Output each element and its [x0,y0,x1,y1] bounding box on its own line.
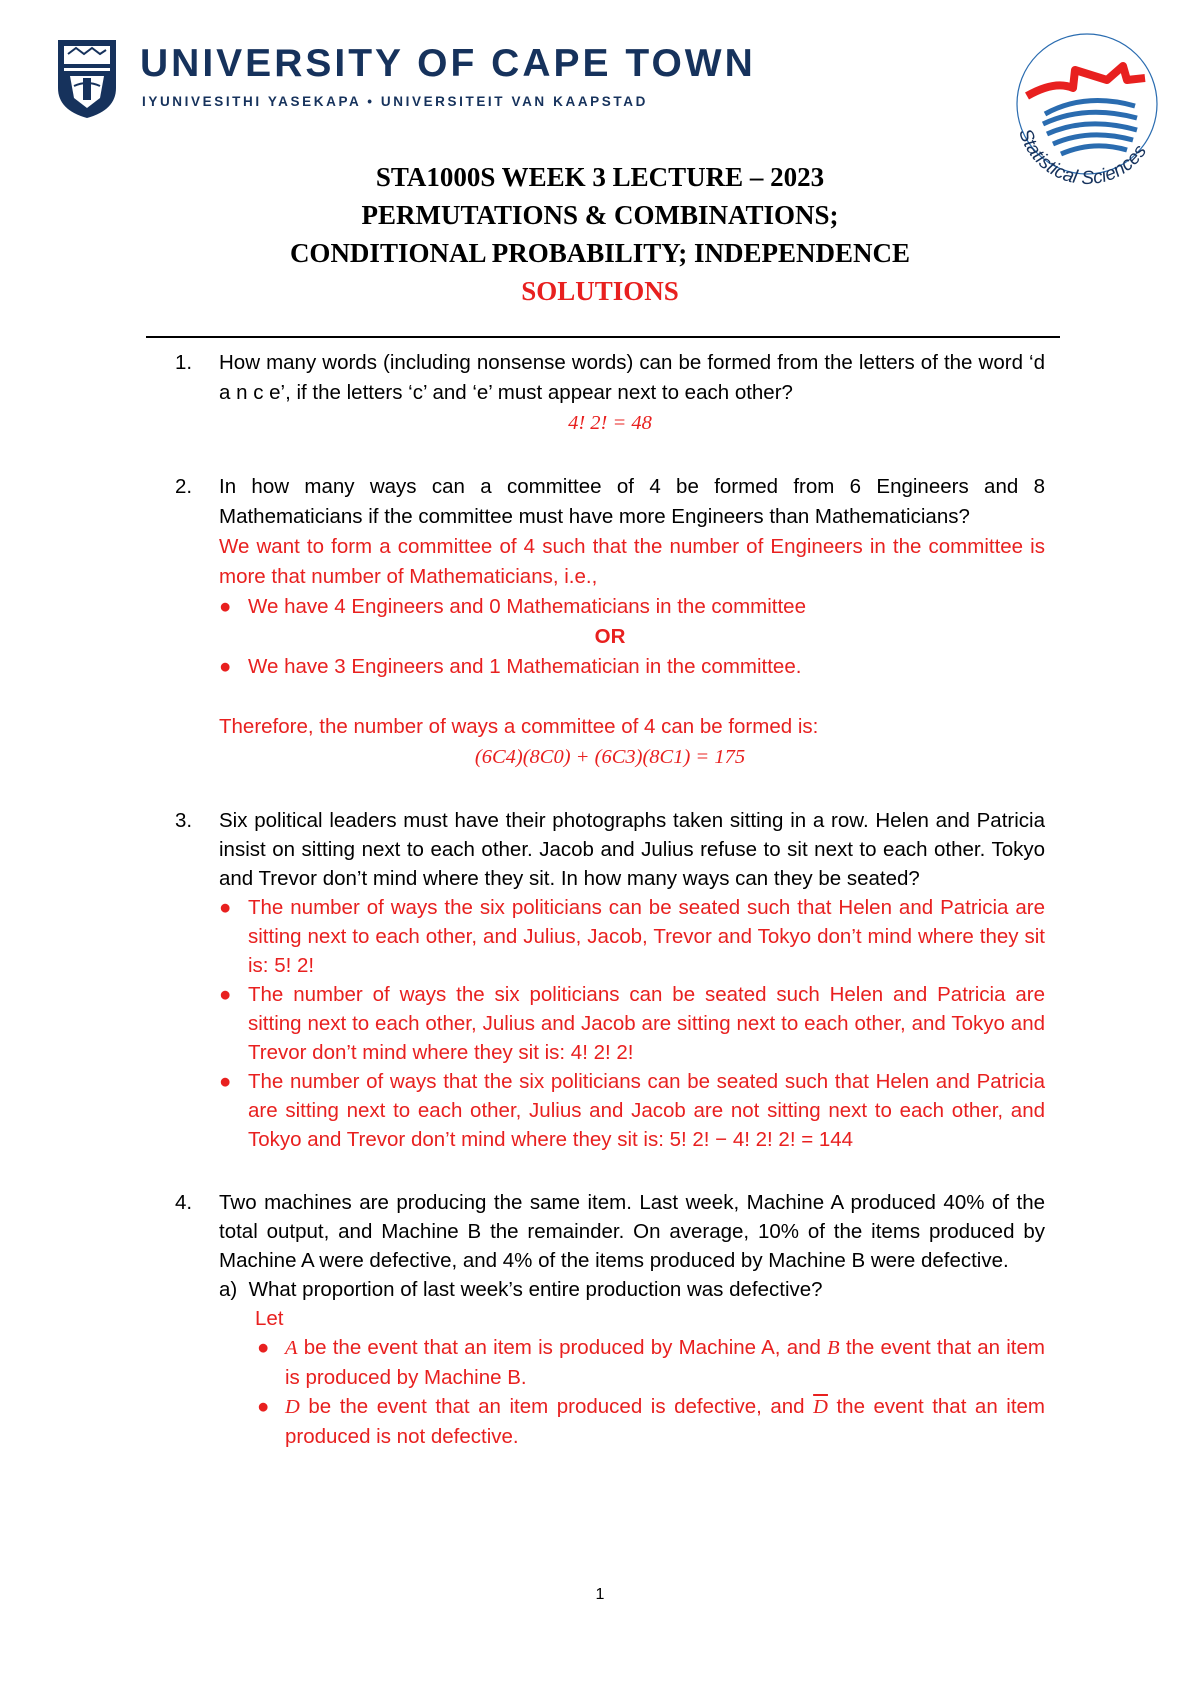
bullet-icon: ● [257,1395,270,1418]
answer-2-or: OR [594,625,626,648]
answer-3-bullet-3: ● The number of ways that the six politicians can be seated such that Helen and Patricia are sitting next to each other, Julius and Jacob are not sitting next to each other, and Tokyo and Trevor don’t mind where they sit is: 5! 2! − 4! 2! 2! = 144 [175,1067,1045,1154]
document-title [100,158,1100,310]
title-line-2: PERMUTATIONS & COMBINATIONS; [361,200,839,230]
document-body [175,348,1045,1451]
question-text: In how many ways can a committee of 4 be formed from 6 Engineers and 8 Mathematicians if the committee must have more Engineers than Mathematicians? [219,475,1045,528]
page-number: 1 [595,1586,605,1603]
answer-4-let: Let [255,1307,284,1330]
question-text: Two machines are producing the same item. Last week, Machine A produced 40% of the total output, and Machine B the remainder. On average, 10% of the items produced by Machine A were defective, and 4% of the items produced by Machine B were defective. [219,1191,1045,1272]
question-number: 1. [175,351,193,374]
question-2 [175,472,1045,532]
university-subtitle: IYUNIVESITHI YASEKAPA • UNIVERSITEIT VAN KAAPSTAD [142,94,648,109]
question-3 [175,806,1045,893]
answer-2-bullet-2: ● We have 3 Engineers and 1 Mathematician in the committee. [175,652,1045,682]
answer-2-therefore: Therefore, the number of ways a committee of 4 can be formed is: [219,715,819,738]
question-1 [175,348,1045,408]
answer-2-bullet-1: ● We have 4 Engineers and 0 Mathematicians in the committee [175,592,1045,622]
part-text: What proportion of last week’s entire production was defective? [248,1278,823,1301]
answer-2-formula: (6C4)(8C0) + (6C3)(8C1) = 175 [474,746,746,768]
answer-3-bullet-2: ● The number of ways the six politicians can be seated such Helen and Patricia are sitting next to each other, Julius and Jacob are sitting next to each other, and Tokyo and Trevor don’t mind where they sit is: 4! 2! 2! [175,980,1045,1067]
answer-4-bullet-1: ● A be the event that an item is produced by Machine A, and B the event that an item is produced by Machine B. [175,1333,1045,1392]
bullet-icon: ● [219,983,232,1006]
title-line-1: STA1000S WEEK 3 LECTURE – 2023 [375,162,825,192]
answer-2-explanation: We want to form a committee of 4 such that the number of Engineers in the committee is more that number of Mathematicians, i.e., [219,535,1045,588]
answer-4-bullet-2: ● D be the event that an item produced is defective, and $\overline{D}$ the event that an item produced is not defective. [175,1392,1045,1451]
question-text: How many words (including nonsense words) can be formed from the letters of the word ‘d a n c e’, if the letters ‘c’ and ‘e’ must appear next to each other? [219,351,1045,404]
bullet-icon: ● [219,655,232,678]
question-number: 2. [175,475,193,498]
answer-3-bullet-1: ● The number of ways the six politicians can be seated such that Helen and Patricia are sitting next to each other, and Julius, Jacob, Trevor and Tokyo don’t mind where they sit is: 5! 2! [175,893,1045,980]
title-line-3: CONDITIONAL PROBABILITY; INDEPENDENCE [289,238,911,268]
answer-1: 4! 2! = 48 [568,412,652,434]
bullet-icon: ● [219,595,232,618]
part-label: a) [219,1278,238,1301]
question-text: Six political leaders must have their photographs taken sitting in a row. Helen and Patricia insist on sitting next to each other. Jacob and Julius refuse to sit next to each other. Tokyo and Trevor don’t mind where they sit. In how many ways can they be seated? [219,809,1045,890]
uct-crest-icon [56,38,118,120]
logo-text: Statistical Sciences [1014,126,1152,190]
question-4 [175,1188,1045,1275]
question-number: 3. [175,809,193,832]
university-name: UNIVERSITY OF CAPE TOWN [140,42,756,85]
uct-logo [56,38,756,120]
bullet-icon: ● [219,896,232,919]
title-divider [146,336,1060,338]
title-solutions: SOLUTIONS [521,276,679,306]
bullet-icon: ● [219,1070,232,1093]
bullet-icon: ● [257,1336,270,1359]
question-4a [175,1275,1045,1304]
question-number: 4. [175,1191,193,1214]
